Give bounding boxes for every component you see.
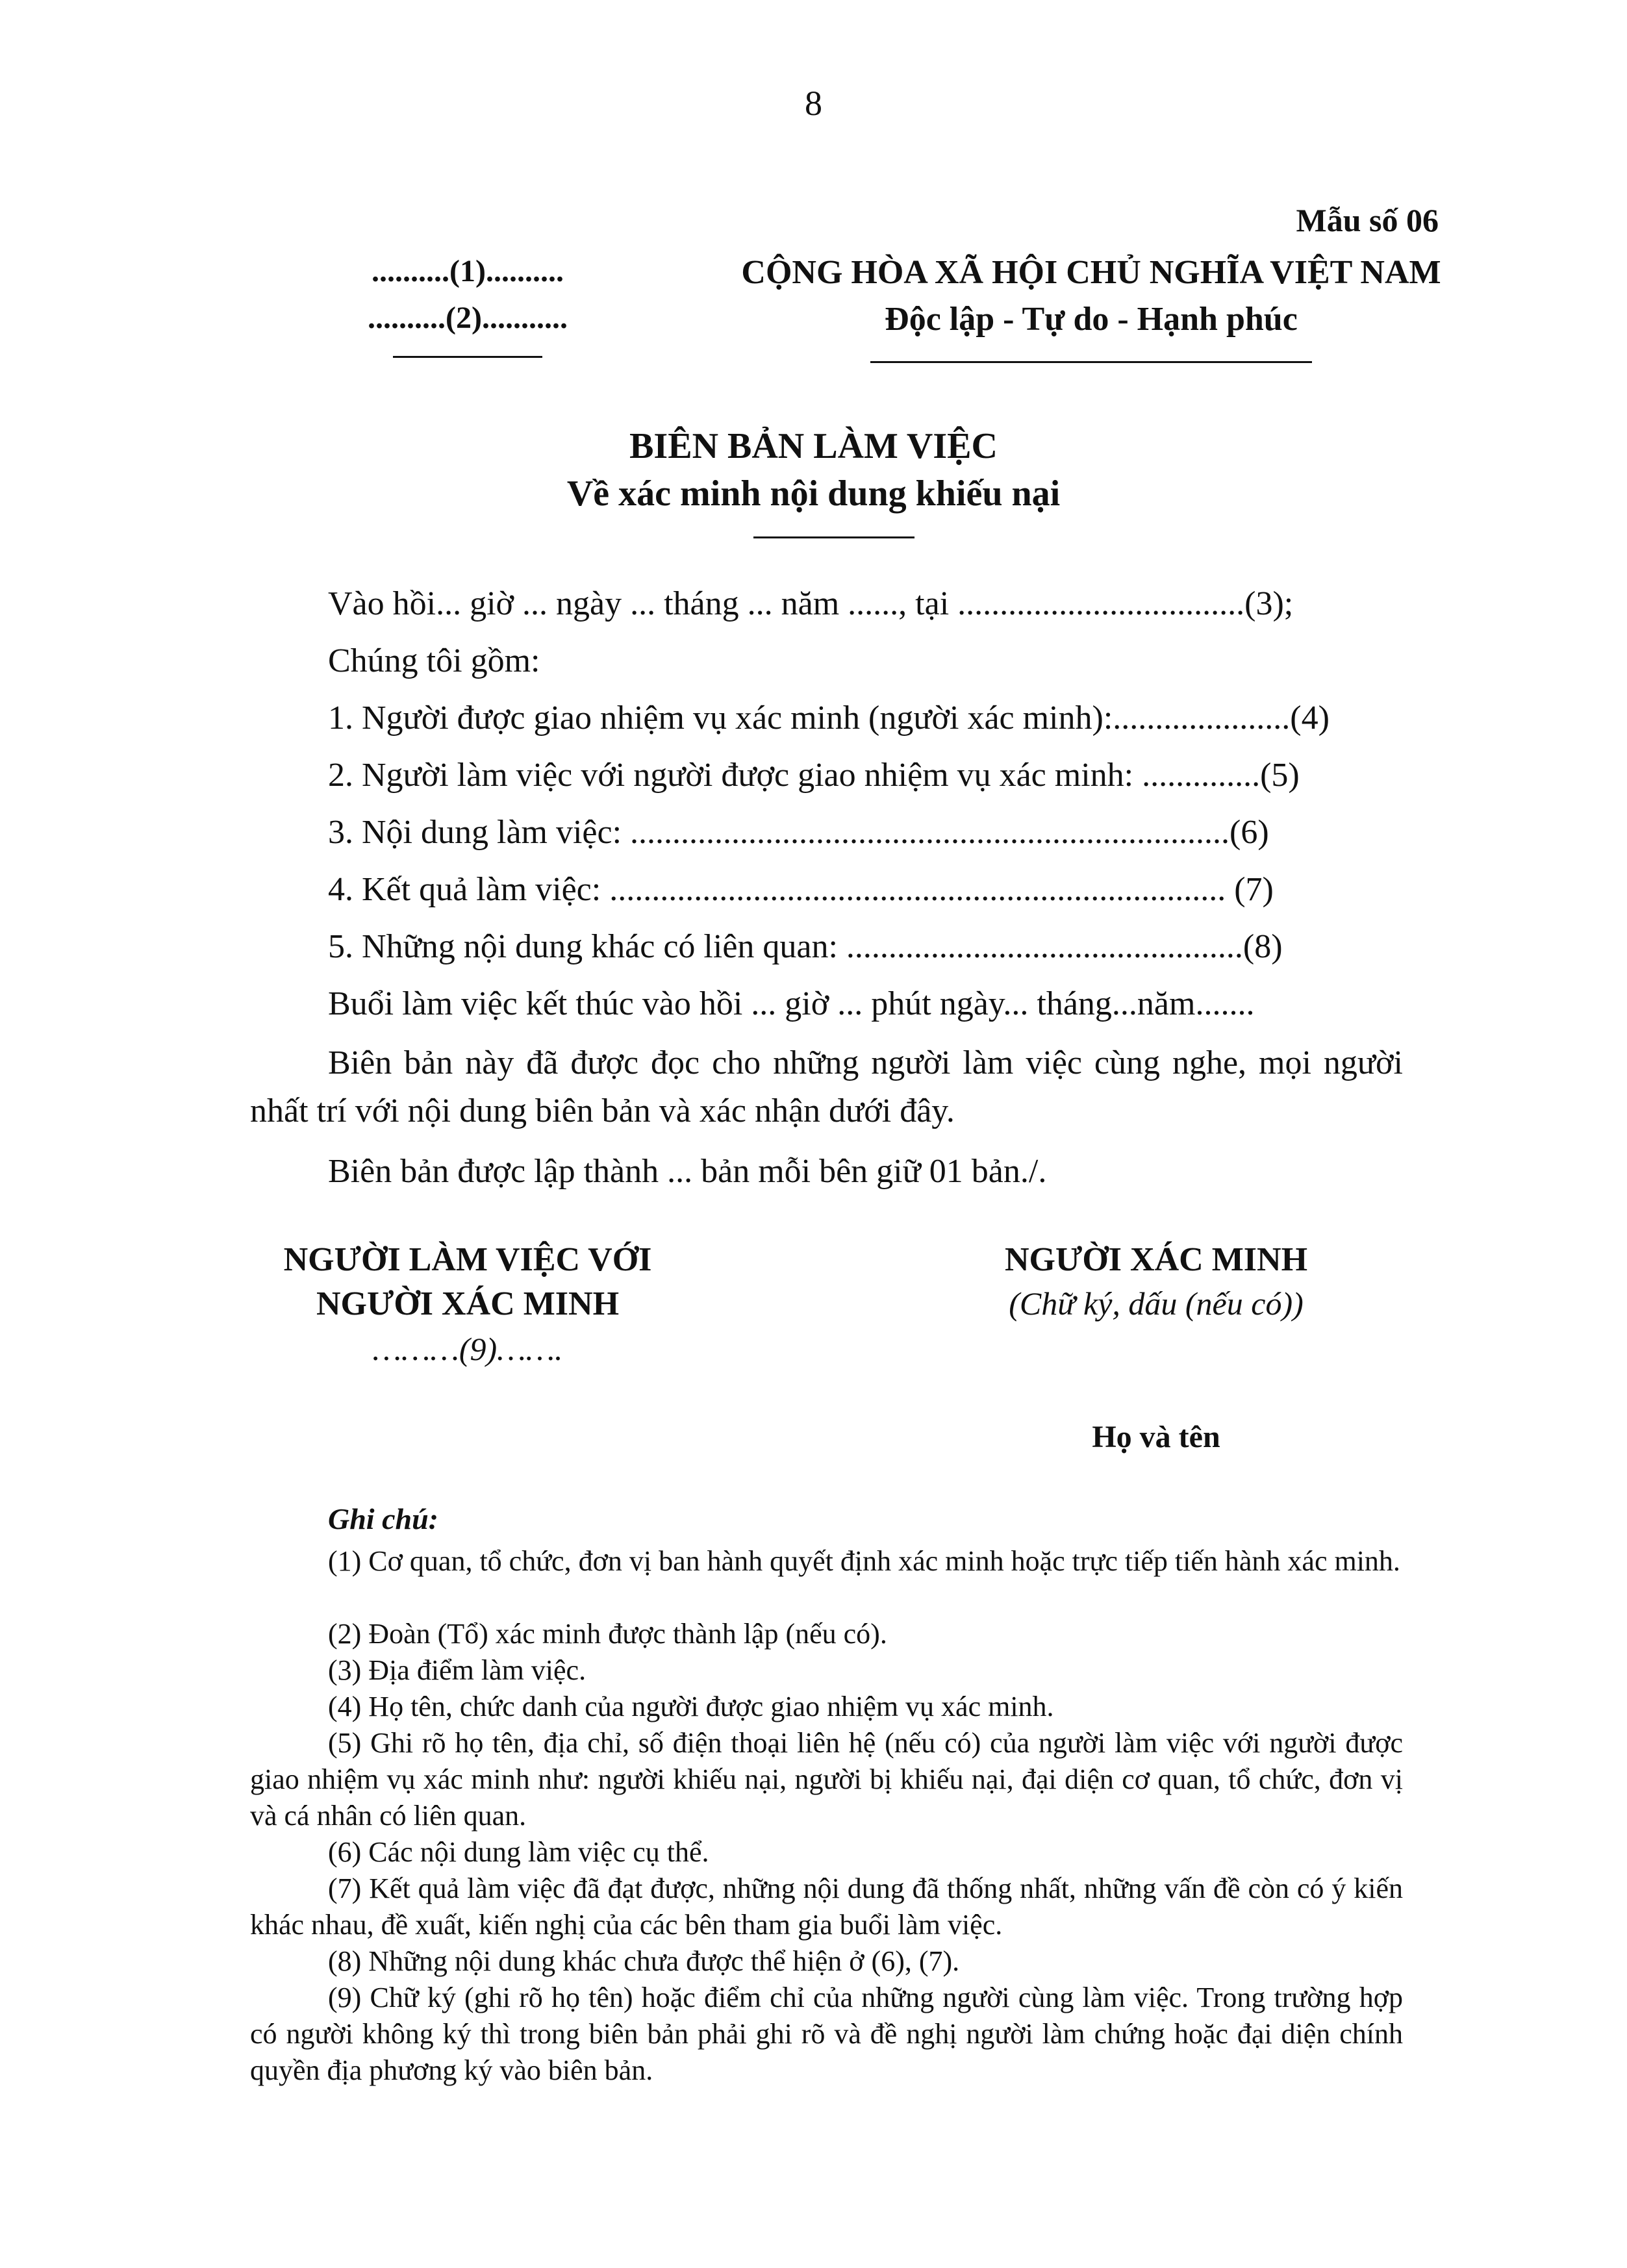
read-statement: Biên bản này đã được đọc cho những người làm việc cùng nghe, mọi người nhất trí với nội dung biên bản và xác nhận dưới đây. xyxy=(250,1044,1403,1129)
opening-line: Vào hồi... giờ ... ngày ... tháng ... năm ......, tại ..................................(3); xyxy=(328,585,1294,622)
item-investigator: 1. Người được giao nhiệm vụ xác minh (người xác minh):.....................(4) xyxy=(328,699,1330,737)
note-item: (1) Cơ quan, tổ chức, đơn vị ban hành quyết định xác minh hoặc trực tiếp tiến hành xác minh. xyxy=(328,1545,1400,1577)
item-counterpart: 2. Người làm việc với người được giao nhiệm vụ xác minh: ..............(5) xyxy=(328,757,1300,794)
agency-line-2: ..........(2)........... xyxy=(368,301,568,335)
agency-line-1: ..........(1).......... xyxy=(372,254,564,288)
document-title: BIÊN BẢN LÀM VIỆC xyxy=(629,426,998,466)
item-other-content: 5. Những nội dung khác có liên quan: ...............................................(8) xyxy=(328,928,1283,965)
form-number: Mẫu số 06 xyxy=(1296,202,1439,238)
right-signature-note: (Chữ ký, dấu (nếu có)) xyxy=(1009,1285,1304,1322)
members-intro: Chúng tôi gồm: xyxy=(328,642,540,679)
left-signature-title-2: NGƯỜI XÁC MINH xyxy=(316,1285,620,1322)
right-signature-name: Họ và tên xyxy=(1092,1420,1220,1454)
nation-divider xyxy=(870,361,1312,363)
note-item: (9) Chữ ký (ghi rõ họ tên) hoặc điểm chỉ của những người cùng làm việc. Trong trường hợp có người không ký thì trong biên bản phải ghi rõ và đề nghị người làm chứng hoặc đại diện chính quyền địa phương ký vào biên bản. xyxy=(250,1982,1403,2086)
page-number: 8 xyxy=(805,84,822,123)
note-item: (3) Địa điểm làm việc. xyxy=(328,1654,586,1686)
note-item: (8) Những nội dung khác chưa được thể hiện ở (6), (7). xyxy=(328,1945,960,1977)
copies-statement: Biên bản được lập thành ... bản mỗi bên giữ 01 bản./. xyxy=(328,1153,1047,1190)
left-signature-note: ………(9)……. xyxy=(372,1331,563,1367)
notes-heading: Ghi chú: xyxy=(328,1502,438,1535)
note-item: (7) Kết quả làm việc đã đạt được, những nội dung đã thống nhất, những vấn đề còn có ý kiến khác nhau, đề xuất, kiến nghị của các bên tham gia buổi làm việc. xyxy=(250,1872,1403,1941)
item-work-result: 4. Kết quả làm việc: ......................................................................... (7) xyxy=(328,871,1274,908)
item-work-content: 3. Nội dung làm việc: .......................................................................(6) xyxy=(328,814,1269,851)
note-item: (4) Họ tên, chức danh của người được giao nhiệm vụ xác minh. xyxy=(328,1691,1054,1722)
nation-title: CỘNG HÒA XÃ HỘI CHỦ NGHĨA VIỆT NAM xyxy=(741,254,1441,291)
closing-time: Buổi làm việc kết thúc vào hồi ... giờ ... phút ngày... tháng...năm....... xyxy=(328,985,1255,1022)
note-item: (5) Ghi rõ họ tên, địa chỉ, số điện thoại liên hệ (nếu có) của người làm việc với người được giao nhiệm vụ xác minh như: người khiếu nại, người bị khiếu nại, đại diện cơ quan, tổ chức, đơn vị và cá nhân có liên quan. xyxy=(250,1727,1403,1832)
nation-motto: Độc lập - Tự do - Hạnh phúc xyxy=(885,301,1298,338)
title-divider xyxy=(753,536,914,538)
left-signature-title-1: NGƯỜI LÀM VIỆC VỚI xyxy=(283,1241,652,1278)
right-signature-title: NGƯỜI XÁC MINH xyxy=(1004,1241,1308,1278)
note-item: (6) Các nội dung làm việc cụ thể. xyxy=(328,1836,709,1868)
document-subtitle: Về xác minh nội dung khiếu nại xyxy=(566,473,1061,514)
note-item: (2) Đoàn (Tổ) xác minh được thành lập (nếu có). xyxy=(328,1618,887,1650)
agency-divider xyxy=(393,356,542,358)
